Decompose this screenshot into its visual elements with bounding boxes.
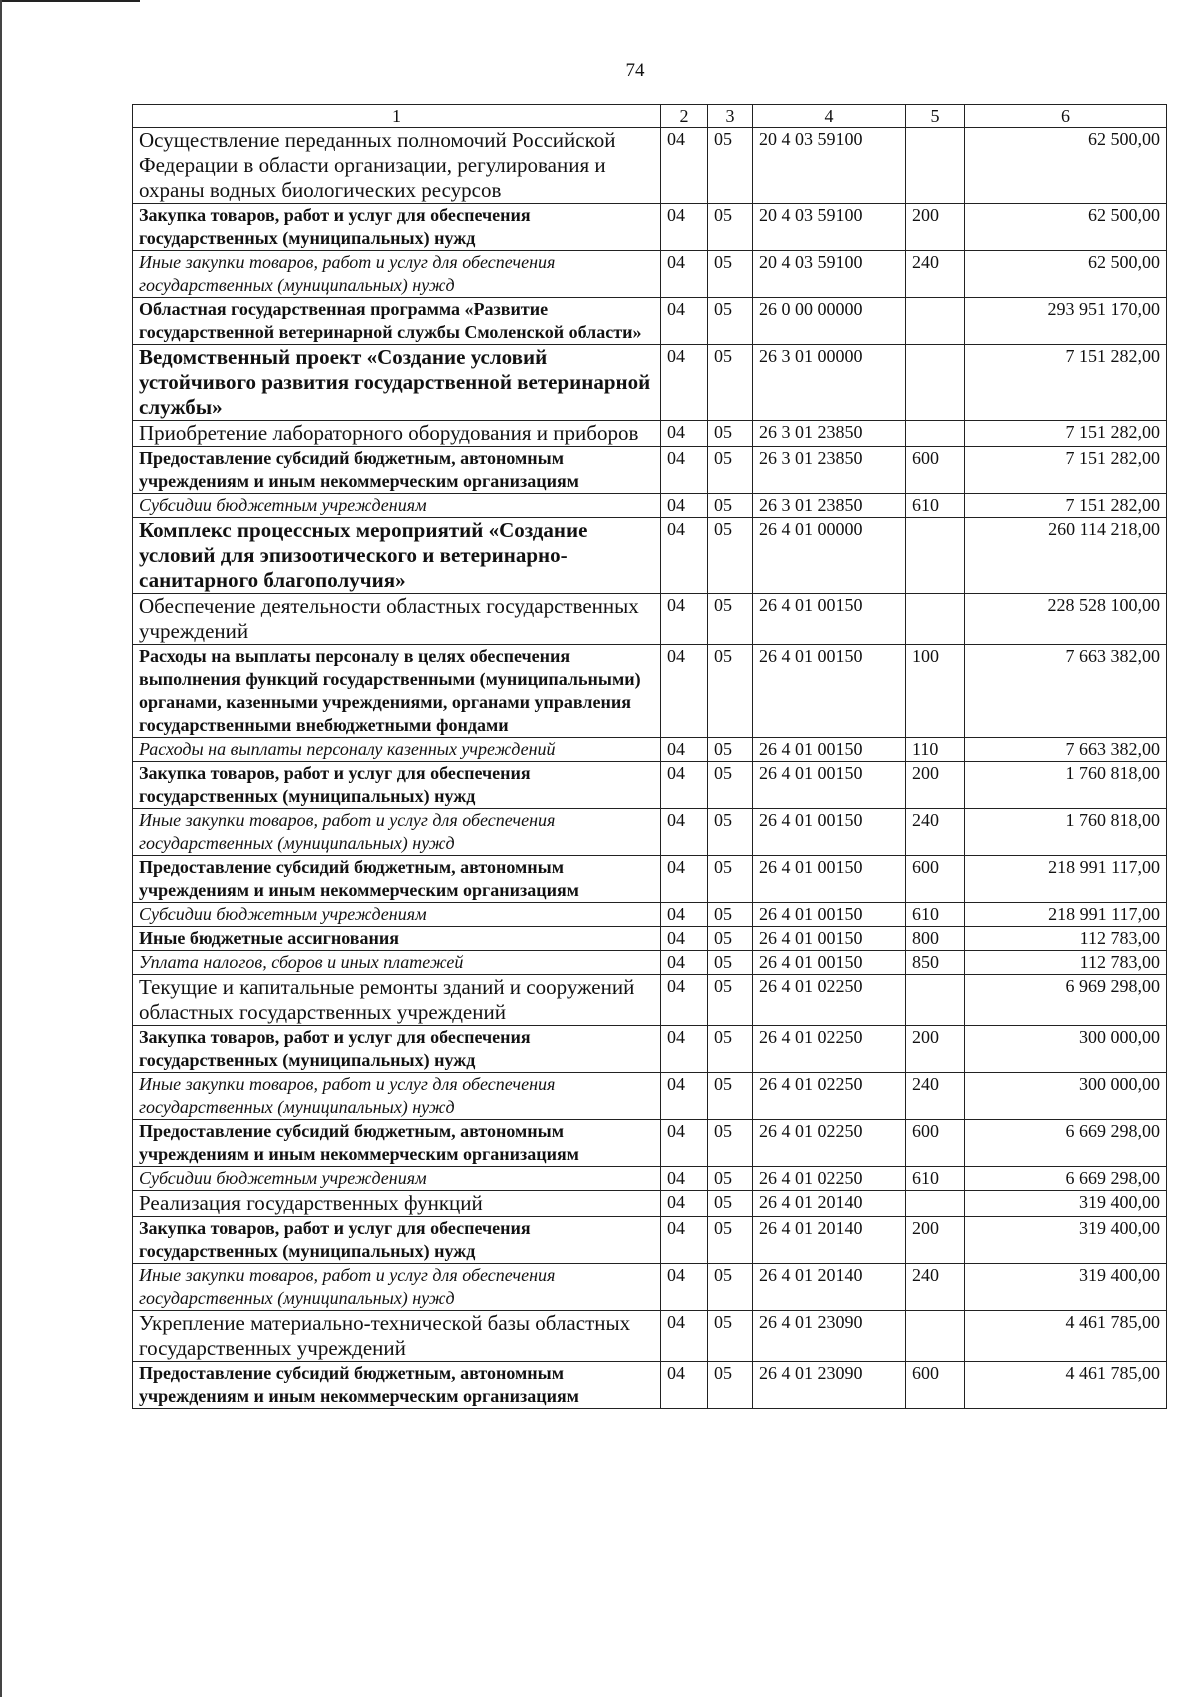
cell-name: Реализация государственных функций xyxy=(133,1191,661,1217)
cell-subsection: 05 xyxy=(708,128,753,204)
cell-subsection: 05 xyxy=(708,447,753,494)
cell-name: Приобретение лабораторного оборудования и приборов xyxy=(133,421,661,447)
cell-expense-type: 610 xyxy=(906,494,965,518)
cell-target-article: 26 4 01 02250 xyxy=(753,1026,906,1073)
cell-target-article: 26 4 01 02250 xyxy=(753,1167,906,1191)
cell-name: Текущие и капитальные ремонты зданий и сооружений областных государственных учреждений xyxy=(133,975,661,1026)
cell-section: 04 xyxy=(661,298,708,345)
cell-name: Субсидии бюджетным учреждениям xyxy=(133,903,661,927)
cell-name: Предоставление субсидий бюджетным, автономным учреждениям и иным некоммерческим организациям xyxy=(133,856,661,903)
cell-target-article: 26 4 01 00150 xyxy=(753,762,906,809)
cell-expense-type xyxy=(906,298,965,345)
cell-expense-type: 200 xyxy=(906,1217,965,1264)
cell-amount: 228 528 100,00 xyxy=(965,594,1167,645)
cell-amount: 6 669 298,00 xyxy=(965,1120,1167,1167)
cell-section: 04 xyxy=(661,128,708,204)
cell-amount: 4 461 785,00 xyxy=(965,1362,1167,1409)
cell-amount: 319 400,00 xyxy=(965,1217,1167,1264)
cell-subsection: 05 xyxy=(708,298,753,345)
table-row xyxy=(133,251,1167,298)
cell-subsection: 05 xyxy=(708,345,753,421)
cell-amount: 6 669 298,00 xyxy=(965,1167,1167,1191)
cell-section: 04 xyxy=(661,421,708,447)
table-row xyxy=(133,1217,1167,1264)
cell-amount: 7 663 382,00 xyxy=(965,645,1167,738)
cell-amount: 62 500,00 xyxy=(965,204,1167,251)
cell-subsection: 05 xyxy=(708,1167,753,1191)
table-row xyxy=(133,645,1167,738)
cell-section: 04 xyxy=(661,738,708,762)
cell-section: 04 xyxy=(661,1026,708,1073)
cell-expense-type: 240 xyxy=(906,809,965,856)
cell-amount: 260 114 218,00 xyxy=(965,518,1167,594)
cell-subsection: 05 xyxy=(708,518,753,594)
cell-amount: 300 000,00 xyxy=(965,1026,1167,1073)
cell-name: Расходы на выплаты персоналу казенных учреждений xyxy=(133,738,661,762)
header-col-3: 3 xyxy=(708,105,753,128)
table-row xyxy=(133,1026,1167,1073)
cell-subsection: 05 xyxy=(708,251,753,298)
cell-name: Закупка товаров, работ и услуг для обеспечения государственных (муниципальных) нужд xyxy=(133,204,661,251)
cell-target-article: 26 3 01 00000 xyxy=(753,345,906,421)
cell-subsection: 05 xyxy=(708,204,753,251)
cell-name: Предоставление субсидий бюджетным, автономным учреждениям и иным некоммерческим организациям xyxy=(133,447,661,494)
table-row xyxy=(133,1311,1167,1362)
cell-amount: 319 400,00 xyxy=(965,1191,1167,1217)
cell-subsection: 05 xyxy=(708,645,753,738)
cell-section: 04 xyxy=(661,645,708,738)
cell-target-article: 26 4 01 02250 xyxy=(753,1073,906,1120)
cell-amount: 112 783,00 xyxy=(965,927,1167,951)
cell-expense-type: 110 xyxy=(906,738,965,762)
cell-amount: 218 991 117,00 xyxy=(965,903,1167,927)
table-row xyxy=(133,1167,1167,1191)
cell-section: 04 xyxy=(661,903,708,927)
cell-section: 04 xyxy=(661,1191,708,1217)
cell-target-article: 26 0 00 00000 xyxy=(753,298,906,345)
cell-target-article: 26 4 01 20140 xyxy=(753,1217,906,1264)
header-col-4: 4 xyxy=(753,105,906,128)
cell-subsection: 05 xyxy=(708,975,753,1026)
cell-subsection: 05 xyxy=(708,1073,753,1120)
cell-target-article: 26 4 01 20140 xyxy=(753,1191,906,1217)
cell-expense-type: 600 xyxy=(906,856,965,903)
cell-name: Иные закупки товаров, работ и услуг для обеспечения государственных (муниципальных) нужд xyxy=(133,1264,661,1311)
cell-name: Ведомственный проект «Создание условий устойчивого развития государственной ветеринарной службы» xyxy=(133,345,661,421)
cell-section: 04 xyxy=(661,594,708,645)
cell-name: Иные закупки товаров, работ и услуг для обеспечения государственных (муниципальных) нужд xyxy=(133,809,661,856)
cell-expense-type xyxy=(906,594,965,645)
cell-subsection: 05 xyxy=(708,809,753,856)
cell-section: 04 xyxy=(661,762,708,809)
cell-expense-type xyxy=(906,1311,965,1362)
cell-target-article: 26 4 01 00150 xyxy=(753,903,906,927)
cell-expense-type: 200 xyxy=(906,762,965,809)
table-row xyxy=(133,903,1167,927)
cell-expense-type: 240 xyxy=(906,251,965,298)
cell-target-article: 26 4 01 23090 xyxy=(753,1311,906,1362)
cell-target-article: 26 4 01 02250 xyxy=(753,975,906,1026)
cell-section: 04 xyxy=(661,1167,708,1191)
table-row xyxy=(133,594,1167,645)
cell-expense-type: 600 xyxy=(906,1362,965,1409)
cell-subsection: 05 xyxy=(708,494,753,518)
cell-amount: 7 151 282,00 xyxy=(965,447,1167,494)
cell-target-article: 26 3 01 23850 xyxy=(753,421,906,447)
cell-section: 04 xyxy=(661,809,708,856)
cell-target-article: 20 4 03 59100 xyxy=(753,251,906,298)
cell-section: 04 xyxy=(661,1362,708,1409)
cell-target-article: 26 3 01 23850 xyxy=(753,494,906,518)
cell-name: Предоставление субсидий бюджетным, автономным учреждениям и иным некоммерческим организациям xyxy=(133,1120,661,1167)
cell-name: Предоставление субсидий бюджетным, автономным учреждениям и иным некоммерческим организациям xyxy=(133,1362,661,1409)
header-col-2: 2 xyxy=(661,105,708,128)
header-col-1: 1 xyxy=(133,105,661,128)
page-number: 74 xyxy=(625,60,645,81)
table-row xyxy=(133,204,1167,251)
cell-subsection: 05 xyxy=(708,903,753,927)
cell-subsection: 05 xyxy=(708,421,753,447)
cell-expense-type: 610 xyxy=(906,1167,965,1191)
table-body xyxy=(133,128,1167,1409)
cell-target-article: 26 4 01 00150 xyxy=(753,809,906,856)
cell-subsection: 05 xyxy=(708,738,753,762)
table-row xyxy=(133,856,1167,903)
cell-target-article: 26 4 01 23090 xyxy=(753,1362,906,1409)
cell-target-article: 26 4 01 00150 xyxy=(753,951,906,975)
table-row xyxy=(133,421,1167,447)
table-row xyxy=(133,809,1167,856)
cell-expense-type: 800 xyxy=(906,927,965,951)
table-row xyxy=(133,927,1167,951)
cell-amount: 7 663 382,00 xyxy=(965,738,1167,762)
cell-expense-type: 240 xyxy=(906,1073,965,1120)
cell-subsection: 05 xyxy=(708,1217,753,1264)
header-col-6: 6 xyxy=(965,105,1167,128)
cell-name: Расходы на выплаты персоналу в целях обеспечения выполнения функций государственными (муниципальными) органами, казенными учреждениями, органами управления государственными внебюджетными фондами xyxy=(133,645,661,738)
cell-target-article: 26 4 01 00150 xyxy=(753,645,906,738)
cell-expense-type xyxy=(906,518,965,594)
cell-subsection: 05 xyxy=(708,1362,753,1409)
cell-expense-type: 200 xyxy=(906,204,965,251)
cell-section: 04 xyxy=(661,1311,708,1362)
cell-name: Закупка товаров, работ и услуг для обеспечения государственных (муниципальных) нужд xyxy=(133,762,661,809)
table-row xyxy=(133,447,1167,494)
table-row xyxy=(133,1120,1167,1167)
cell-subsection: 05 xyxy=(708,856,753,903)
cell-section: 04 xyxy=(661,251,708,298)
cell-subsection: 05 xyxy=(708,1191,753,1217)
cell-name: Иные закупки товаров, работ и услуг для обеспечения государственных (муниципальных) нужд xyxy=(133,1073,661,1120)
cell-section: 04 xyxy=(661,345,708,421)
cell-section: 04 xyxy=(661,1264,708,1311)
table-row xyxy=(133,1362,1167,1409)
cell-expense-type xyxy=(906,345,965,421)
cell-amount: 4 461 785,00 xyxy=(965,1311,1167,1362)
cell-expense-type: 600 xyxy=(906,1120,965,1167)
table-row xyxy=(133,975,1167,1026)
table-row xyxy=(133,345,1167,421)
cell-expense-type xyxy=(906,128,965,204)
cell-name: Уплата налогов, сборов и иных платежей xyxy=(133,951,661,975)
cell-section: 04 xyxy=(661,927,708,951)
cell-name: Закупка товаров, работ и услуг для обеспечения государственных (муниципальных) нужд xyxy=(133,1026,661,1073)
cell-amount: 1 760 818,00 xyxy=(965,762,1167,809)
cell-name: Комплекс процессных мероприятий «Создание условий для эпизоотического и ветеринарно-санитарного благополучия» xyxy=(133,518,661,594)
cell-subsection: 05 xyxy=(708,951,753,975)
cell-name: Обеспечение деятельности областных государственных учреждений xyxy=(133,594,661,645)
cell-amount: 6 969 298,00 xyxy=(965,975,1167,1026)
cell-section: 04 xyxy=(661,1120,708,1167)
cell-subsection: 05 xyxy=(708,1311,753,1362)
cell-target-article: 26 4 01 00150 xyxy=(753,738,906,762)
budget-table xyxy=(132,104,1167,1409)
cell-target-article: 26 4 01 00150 xyxy=(753,856,906,903)
cell-subsection: 05 xyxy=(708,762,753,809)
table-header-row xyxy=(133,105,1167,128)
cell-subsection: 05 xyxy=(708,1026,753,1073)
scan-border-left xyxy=(0,0,2,1697)
cell-amount: 293 951 170,00 xyxy=(965,298,1167,345)
cell-subsection: 05 xyxy=(708,1120,753,1167)
cell-amount: 300 000,00 xyxy=(965,1073,1167,1120)
table-row xyxy=(133,518,1167,594)
table-row xyxy=(133,298,1167,345)
table-row xyxy=(133,494,1167,518)
cell-expense-type: 100 xyxy=(906,645,965,738)
cell-name: Осуществление переданных полномочий Российской Федерации в области организации, регулирования и охраны водных биологических ресурсов xyxy=(133,128,661,204)
cell-section: 04 xyxy=(661,1217,708,1264)
table-row xyxy=(133,1191,1167,1217)
cell-expense-type: 240 xyxy=(906,1264,965,1311)
cell-amount: 62 500,00 xyxy=(965,128,1167,204)
cell-target-article: 20 4 03 59100 xyxy=(753,204,906,251)
table-row xyxy=(133,738,1167,762)
cell-target-article: 26 4 01 00150 xyxy=(753,594,906,645)
cell-target-article: 26 4 01 00150 xyxy=(753,927,906,951)
cell-expense-type xyxy=(906,421,965,447)
cell-amount: 112 783,00 xyxy=(965,951,1167,975)
cell-expense-type xyxy=(906,1191,965,1217)
cell-name: Иные бюджетные ассигнования xyxy=(133,927,661,951)
cell-expense-type: 600 xyxy=(906,447,965,494)
cell-expense-type xyxy=(906,975,965,1026)
table-row xyxy=(133,1264,1167,1311)
cell-section: 04 xyxy=(661,204,708,251)
scan-border-top xyxy=(0,0,140,2)
cell-target-article: 26 4 01 02250 xyxy=(753,1120,906,1167)
cell-name: Областная государственная программа «Развитие государственной ветеринарной службы Смоленской области» xyxy=(133,298,661,345)
cell-section: 04 xyxy=(661,951,708,975)
cell-amount: 218 991 117,00 xyxy=(965,856,1167,903)
cell-target-article: 20 4 03 59100 xyxy=(753,128,906,204)
table-row xyxy=(133,1073,1167,1120)
table-row xyxy=(133,762,1167,809)
cell-subsection: 05 xyxy=(708,594,753,645)
header-col-5: 5 xyxy=(906,105,965,128)
cell-section: 04 xyxy=(661,518,708,594)
cell-amount: 7 151 282,00 xyxy=(965,345,1167,421)
table-row xyxy=(133,951,1167,975)
cell-section: 04 xyxy=(661,975,708,1026)
cell-target-article: 26 3 01 23850 xyxy=(753,447,906,494)
cell-name: Субсидии бюджетным учреждениям xyxy=(133,494,661,518)
cell-amount: 62 500,00 xyxy=(965,251,1167,298)
cell-name: Субсидии бюджетным учреждениям xyxy=(133,1167,661,1191)
cell-section: 04 xyxy=(661,1073,708,1120)
cell-amount: 1 760 818,00 xyxy=(965,809,1167,856)
cell-name: Закупка товаров, работ и услуг для обеспечения государственных (муниципальных) нужд xyxy=(133,1217,661,1264)
cell-expense-type: 610 xyxy=(906,903,965,927)
cell-amount: 319 400,00 xyxy=(965,1264,1167,1311)
cell-amount: 7 151 282,00 xyxy=(965,494,1167,518)
table-row xyxy=(133,128,1167,204)
cell-expense-type: 850 xyxy=(906,951,965,975)
cell-target-article: 26 4 01 00000 xyxy=(753,518,906,594)
cell-subsection: 05 xyxy=(708,1264,753,1311)
cell-expense-type: 200 xyxy=(906,1026,965,1073)
cell-subsection: 05 xyxy=(708,927,753,951)
cell-section: 04 xyxy=(661,856,708,903)
cell-section: 04 xyxy=(661,447,708,494)
cell-name: Укрепление материально-технической базы областных государственных учреждений xyxy=(133,1311,661,1362)
cell-amount: 7 151 282,00 xyxy=(965,421,1167,447)
cell-name: Иные закупки товаров, работ и услуг для обеспечения государственных (муниципальных) нужд xyxy=(133,251,661,298)
cell-section: 04 xyxy=(661,494,708,518)
cell-target-article: 26 4 01 20140 xyxy=(753,1264,906,1311)
